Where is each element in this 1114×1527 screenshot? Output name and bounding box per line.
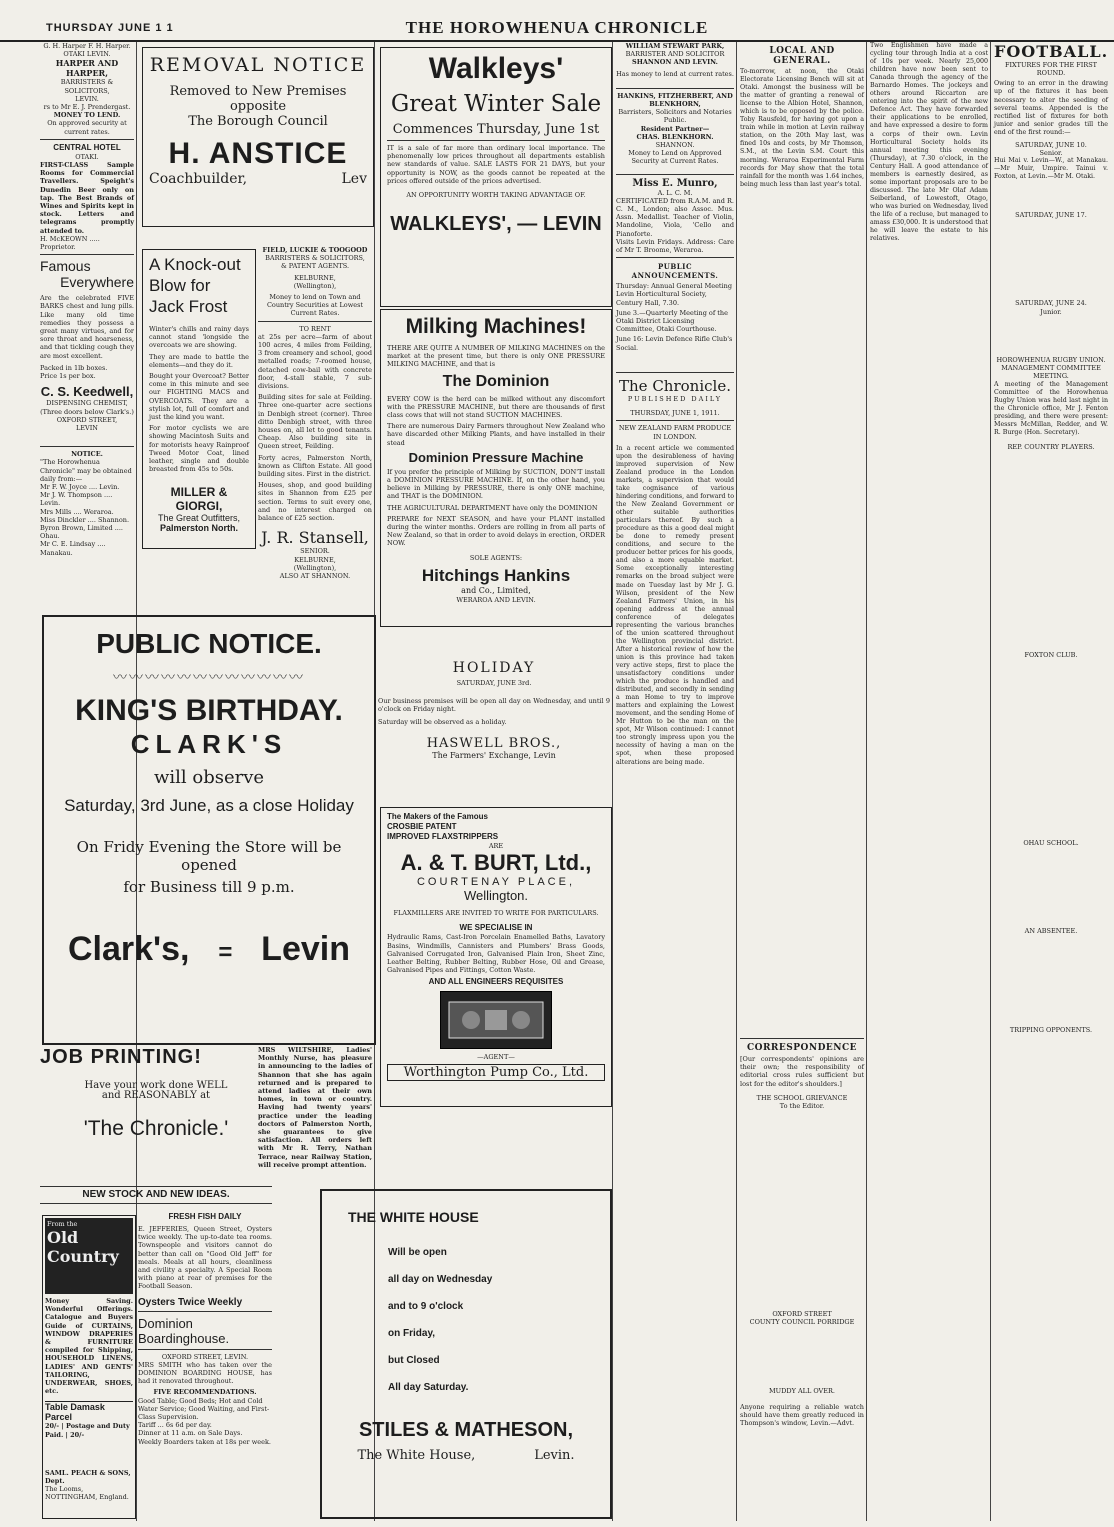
field-tolet: TO RENT [299,324,331,333]
wh-l4: on Friday, [388,1328,436,1339]
famous-street: OXFORD STREET, [56,415,118,424]
corr-to: To the Editor. [779,1102,825,1111]
holiday-ad [378,660,610,790]
wh-title: THE WHITE HOUSE [348,1209,479,1225]
removal-role-row [149,171,367,187]
pn-saturday: Saturday, 3rd June, as a close Holiday [64,796,354,815]
old-country-banner [45,1218,133,1294]
job-name: 'The Chronicle.' [83,1117,229,1140]
public-notice-ad [42,615,376,1045]
pa-title: PUBLIC ANNOUNCEMENTS. [631,262,719,281]
football-junior: Junior. [1040,307,1062,316]
milking-name2: Dominion Pressure Machine [408,449,584,465]
walkleys-title: Walkleys' [428,52,564,85]
walkleys-commence: Commences Thursday, June 1st [392,122,600,137]
pump-illustration [441,992,551,1048]
harper-town: LEVIN. [75,94,99,103]
masthead-date: THURSDAY JUNE 1 1 [46,22,174,34]
removal-name: H. ANSTICE [168,137,348,170]
chronicle-sub: PUBLISHED DAILY [627,394,723,403]
walkleys-opp: AN OPPORTUNITY WORTH TAKING ADVANTAGE OF. [406,191,586,200]
column-8 [994,42,1108,1521]
harper-ad [40,42,134,136]
wh-town: Levin. [534,1448,575,1463]
field-body3: Forty acres, Palmerston North, known as Clifton Estate. All good building sites. First in the district. [258,453,372,479]
oc-parcel: Table Damask Parcel [45,1401,133,1422]
fish-tariff: Tariff ... 6s 6d per day. [138,1421,212,1430]
fish-rec: FIVE RECOMMENDATIONS. [153,1388,257,1397]
removal-title: REMOVAL NOTICE [149,54,367,76]
hotel-town: OTAKI. [75,152,99,161]
notice-agent: Mr F. W. Joyce .... Levin. [40,482,120,491]
hankins-role: Barristers, Solicitors and Notaries Public. [618,108,732,125]
munro-ad [616,178,734,255]
pump-image [440,991,552,1049]
crosbie-l2: CROSBIE PATENT [387,822,457,831]
wh-sub-row [328,1448,604,1463]
knockout-line3: Jack Frost [149,297,228,316]
fresh-fish-ad [138,1212,272,1516]
corr-muddy: MUDDY ALL OVER. [769,1386,835,1395]
park-role: BARRISTER AND SOLICITOR [625,50,725,59]
football-rugby: HOROWHENUA RUGBY UNION. [996,355,1106,364]
stansell-city: (Wellington), [293,563,337,572]
milking-town: WERAROA AND LEVIN. [456,595,536,604]
removal-notice-ad [142,47,374,227]
famous-title: Famous [40,258,91,275]
crosbie-ad [380,807,612,1107]
removal-line2: opposite [229,99,287,114]
corr-note: [Our correspondents' opinions are their own; the responsibility of editorial cross rules sufficient but lost for the editor's shoulders.] [740,1055,864,1088]
notice-title: NOTICE. [71,450,103,459]
knockout-town: Palmerston North. [159,523,238,534]
munro-body: CERTIFICATED from R.A.M. and R. C. M., London; also Assoc. Mus. Assn. Medallist. Teacher of Violin, Mandoline, Viola, 'Cello and Pianoforte. [616,196,734,238]
crosbie-note: FLAXMILLERS ARE INVITED TO WRITE FOR PARTICULARS. [393,909,599,918]
harper-firm: HARPER AND HARPER, [55,58,119,79]
job-printing-ad [40,1046,272,1176]
stansell-addr: KELBURNE, [294,555,336,564]
field-luckie-ad [258,246,372,580]
col7-body: Two Englishmen have made a cycling tour through India at a cost of 10s per week. Nearly 25,000 children have now been sent to Canada through the agency of the Barnardo Homes. The jockeys and others around Riccarton are entering into the spirit of the new Defence Act. They have forwarded their applications to be enrolled, and have expressed a desire to form a corps of their own. Levin Horticultural Society holds its annual meeting this evening (Thursday), at 7.30 o'clock, in the Century Hall. A good attendance of members is earnestly desired, as some important proposals are to be discussed. The late Mr Olaf Adam Seiberland, of Lowestoft, Otago, who was buried on Wednesday, lived the life of a recluse, but managed to amass £30,000. It is understood that he will leave the estate to his relatives. [870,42,988,243]
wiltshire-ad [258,1046,372,1182]
park-money: Has money to lend at current rates. [616,69,734,78]
holiday-sub: The Farmers' Exchange, Levin [432,750,556,760]
harper-names: G. H. Harper F. H. Harper. [43,42,131,50]
fish-dominion: Dominion [138,1315,193,1331]
new-stock-title: NEW STOCK AND NEW IDEAS. [82,1189,230,1200]
job-l1: Have your work done WELL [84,1080,228,1091]
knockout-b2: They are made to battle the elements—and they do it. [149,352,249,369]
nz-title: NEW ZEALAND FARM PRODUCE IN LONDON. [618,424,732,441]
football-body: A meeting of the Management Committee of the Horowhenua Rugby Union was held last night in the Chronicle office, Mr J. Fenton presiding, and there were present: Messrs McMillan, Redder, and W. R. Burge (Hon. Secretary). [994,380,1108,436]
fish-board: Boardinghouse. [138,1330,230,1346]
hankins-res: Resident Partner— [640,124,710,133]
knockout-ad [142,249,256,549]
crosbie-spec: WE SPECIALISE IN [459,923,533,933]
wiltshire-body: MRS WILTSHIRE, Ladies' Monthly Nurse, has pleasure in announcing to the ladies of Shannon that she has again returned and is prepared to attend ladies at their own homes, in town or country. Having had twenty years' practice under the leading doctors of Palmerston North, she guarantees to give satisfaction. All orders left with Mr R. Terry, Nathan Terrace, near Railway Station, will receive prompt attention. [258,1046,372,1169]
harper-place: OTAKI LEVIN. [63,50,111,59]
football-senior: Senior. [1039,148,1063,157]
wh-l3: and to 9 o'clock [388,1301,464,1312]
column-rule [736,42,737,1521]
field-city: (Wellington), [293,281,337,290]
pa-item: June 16: Levin Defence Rifle Club's Social. [616,335,733,352]
fish-body2: MRS SMITH who has taken over the DOMINION BOARDING HOUSE, has had it renovated throughout. [138,1360,272,1386]
local-body: To-morrow, at noon, the Otaki Electorate Licensing Bench will sit at Otaki. Amongst the business will be the matter of granting a renewal of license to the Albion Hotel, Shannon, which is to be opposed by the police. Toby Rausfeld, for having got upon a train while in motion at Levin railway station, on the 20th May last, was fined 10s and costs, by Mr Thomson, S.M., at the Levin S.M. Court this morning. Weraroa Experimental Farm records for May show that the total rainfall for the month was 1.64 inches, being much less than last year's total. [740,68,864,188]
famous-ad [40,258,134,432]
corr-title: CORRESPONDENCE [746,1043,858,1053]
chronicle-date: THURSDAY, JUNE 1, 1911. [630,409,720,418]
crosbie-l1: The Makers of the Famous [387,812,488,821]
munro-name: Miss E. Munro, [632,177,718,189]
famous-packed: Packed in 1lb boxes. [40,363,108,372]
notice-agent: Mrs Mills .... Weraroa. [40,507,114,516]
park-towns: SHANNON AND LEVIN. [632,58,718,67]
removal-town: Lev [341,171,367,187]
milking-intro: THERE ARE QUITE A NUMBER OF MILKING MACHINES on the market at the present time, but there is only ONE PRESSURE MILKING MACHINE, and that is [387,344,605,369]
milking-firm2: and Co., Limited, [461,585,531,595]
milking-body2: There are numerous Dairy Farmers throughout New Zealand who have discarded other Milking Plants, and have installed in their stead [387,422,605,447]
oc-body: Money Saving. Wonderful Offerings. Catalogue and Buyers Guide of CURTAINS, WINDOW DRAPERIES & FURNITURE compiled for Shipping, HOUSEHOLD LINENS, LADIES' AND GENTS' TAILORING, UNDERWEAR, SHOES, etc. [45,1297,133,1396]
holiday-body: Our business premises will be open all day on Wednesday, and until 9 o'clock on Friday night. [378,697,610,714]
football-g1: Hui Mai v. Levin—W., at Manakau.—Mr Muir, Umpire. Tainui v. Foxton, at Levin.—Mr M. Otaki. [994,157,1108,181]
football-title: FOOTBALL. [994,42,1109,61]
notice-agent: Miss Dinckler .... Shannon. [40,515,130,524]
corr-oxford: OXFORD STREET [772,1310,832,1319]
notice-agent: Byron Brown, Limited .... Ohau. [40,523,123,541]
removal-line3: The Borough Council [188,114,328,129]
famous-addr: (Three doors below Clark's.) [40,407,134,416]
fish-dinner: Dinner at 11 a.m. on Sale Days. [138,1429,243,1438]
crosbie-agent: —AGENT— [477,1053,515,1062]
removal-line1: Removed to New Premises [169,84,347,99]
notice-ad [40,450,134,557]
football-june17: SATURDAY, JUNE 17. [1015,211,1087,220]
knockout-line1: A Knock-out [149,255,241,274]
chronicle-title: The Chronicle. [619,376,731,395]
wh-l6: All day Saturday. [388,1382,469,1393]
stansell-role: SENIOR. [300,547,330,556]
famous-body: Are the celebrated FIVE BARKS chest and lung pills. Like many old time remedies they possess a great many virtues, and for sore throat and hoarseness, and that tickling cough they are most excellent. [40,294,134,360]
fish-oysters: Oysters Twice Weekly [138,1296,243,1308]
removal-role: Coachbuilder, [149,171,248,187]
hankins-money: Money to Lend on Approved Security at Current Rates. [628,149,722,166]
notice-agent: Mr C. E. Lindsay .... Manakau. [40,540,106,557]
field-sub2: & PATENT AGENTS. [280,262,350,271]
fish-title: FRESH FISH DAILY [168,1212,242,1221]
corr-council: COUNTY COUNCIL PORRIDGE [749,1318,855,1327]
public-announcements [616,262,734,352]
harper-note: rs to Mr E. J. Prendergast. [43,103,131,112]
crosbie-city: Wellington. [463,888,529,904]
white-house-ad [320,1189,612,1519]
column-1 [40,42,134,597]
milking-firm: Hitchings Hankins [421,565,571,585]
pn-observe: will observe [153,767,265,788]
hankins-town: SHANNON. [655,141,695,150]
hotel-body: FIRST-CLASS Sample Rooms for Commercial Travellers. Speight's Dunedin Beer only on tap. The Best Brands of Wines and Spirits kept in stock. Letters and telegrams promptly attended to. [40,161,134,235]
stansell-also: ALSO AT SHANNON. [279,571,351,580]
job-title: JOB PRINTING! [40,1046,202,1068]
pn-dash: = [218,939,233,966]
stansell-name: J. R. Stansell, [261,528,369,548]
crosbie-agent2: Worthington Pump Co., Ltd. [387,1064,605,1081]
pa-item: Thursday: Annual General Meeting Levin Horticultural Society, Century Hall, 7.30. [616,282,732,307]
famous-role: DISPENSING CHEMIST, [46,399,128,408]
masthead-title: THE HOROWHENUA CHRONICLE [405,18,709,37]
new-stock-header [40,1186,272,1204]
local-title: LOCAL AND GENERAL. [769,46,835,66]
corr-foot: Anyone requiring a reliable watch should have them greatly reduced in Thompson's window, Levin.—Advt. [740,1402,864,1428]
column-rule [990,42,991,1521]
oc-firmaddr: The Looms, NOTTINGHAM, England. [45,1485,129,1502]
pn-friday: On Fridy Evening the Store will be opened [76,838,342,874]
column-rule [866,42,867,1521]
milking-name: The Dominion [442,372,550,390]
job-l2: and REASONABLY at [101,1090,211,1101]
hotel-proprietor: H. McKEOWN ..... Proprietor. [40,234,100,252]
fish-weekly: Weekly Boarders taken at 18s per week. [138,1437,271,1446]
field-body4: Houses, shop, and good building sites in Shannon from £25 per section. Terms to suit every one, and no interest charged on balance of £25 section. [258,481,372,523]
crosbie-l3: IMPROVED FLAXSTRIPPERS [387,832,499,841]
notice-body: "The Horowhenua Chronicle" may be obtained daily from:— [40,458,132,483]
field-body2: Building sites for sale at Feilding. Three one-quarter acre sections in Denbigh street (corner). Three ditto Denbigh street, with three houses on, all let to good tenants. Cheap. Also building site in Queen street, Feilding. [258,393,372,451]
holiday-title: HOLIDAY [452,660,536,676]
knockout-b4: For motor cyclists we are showing Macintosh Suits and for motorists heavy Rainproof Tweed Motor Coat, lined leather, single and double breasted from 45s to 50s. [149,424,249,474]
field-money: Money to lend on Town and Country Securities at Lowest Current Rates. [266,293,364,318]
hotel-ad [40,143,134,251]
walkleys-ad [380,47,612,307]
holiday-date: SATURDAY, JUNE 3rd. [456,679,532,687]
wh-l5: but Closed [388,1355,440,1366]
pn-footer [68,930,350,969]
harper-profession: BARRISTERS & SOLICITORS, [60,78,114,95]
hankins-partner: CHAS. BLENKHORN. [636,132,714,141]
holiday-firm: HASWELL BROS., [426,735,562,751]
famous-sub: Everywhere [60,274,134,291]
oc-parcel2: 20/- | Postage and Duty Paid. | 20/- [45,1422,130,1439]
football-foxton: FOXTON CLUB. [1024,651,1078,660]
oc-title: Old Country [47,1228,119,1267]
pn-title: PUBLIC NOTICE. [96,628,322,659]
walkleys-footer: WALKLEYS', — LEVIN [390,213,602,236]
hotel-title: CENTRAL HOTEL [53,142,121,152]
crosbie-addr: COURTENAY PLACE, [416,876,576,889]
football-absentee: AN ABSENTEE. [1024,927,1078,936]
football-ohau: OHAU SCHOOL. [1023,839,1079,848]
field-body: at 25s per acre—farm of about 100 acres, 4 miles from Feilding, 3 from creamery and school, good metalled roads; 7-roomed house, detached cow-bail with concrete floor, 4-stall stable, 7 sub-divisions. [258,332,372,391]
nz-body: In a recent article we commented upon the desirableness of having improved supervision of New Zealand produce in the London markets, a supervision that would take cognisance of various hindering conditions, and forward to the New Zealand Government or other suitable authorities particulars thereof. By such a procedure as this a good deal might be done to remedy present conditions, and secure to the producer better prices for his goods, and also a more equable market. Some exceptionally interesting remarks on the broad subject were made on Tuesday last by Mr J. G. Wilson, president of the New Zealand Farmers' Union, in his opening address at the annual conference of delegates representing the various branches of the union scattered throughout the Wellington provincial district. After a historical review of how the union is this province had taken very active steps, first to place the unsatisfactory conditions under which the produce is handled and distributed, and secondly in sending a man Home to try to improve matters and explaining the Lowest movement, and the sending Home of Mr Hutton to be the man on the spot, Mr Wilson continued: I cannot too strongly impress upon you the necessity of having a man on the spot, when these proposed alterations are being made. [616,444,734,766]
football-tripping: TRIPPING OPPONENTS. [1009,1025,1093,1034]
crosbie-firm: A. & T. BURT, Ltd., [400,850,592,876]
knockout-line2: Blow for [149,276,211,295]
field-addr: KELBURNE, [294,273,336,282]
fish-body: E. JEFFERIES, Queen Street, Oysters twice weekly. The up-to-date tea rooms. Townspeople and visitors cannot do better than call on "Good Old Jeff" for meals. Meals at all hours, cleanliness and civility a specialty. A Special Room with piano at rear of premises for the Football Season. [138,1225,272,1291]
pn-kb: KING'S BIRTHDAY. [75,694,343,727]
football-fixtures: FIXTURES FOR THE FIRST ROUND. [1004,61,1098,78]
crosbie-are: ARE [488,842,504,850]
famous-town: LEVIN [75,423,98,432]
famous-name: C. S. Keedwell, [40,384,134,400]
knockout-firm2: The Great Outfitters, [157,513,241,524]
milking-title: Milking Machines! [405,315,587,338]
masthead [0,0,1114,42]
park-ad [616,42,734,78]
milking-body: EVERY COW is the herd can be milked without any discomfort with the PRESSURE MACHINE, but there are thousands of first class cows that will not stand SUCTION MACHINES. [387,394,605,420]
famous-price: Price 1s per box. [40,372,96,381]
milking-body3: If you prefer the principle of Milking by SUCTION, DON'T install a DOMINION PRESSURE MACHINE. If, on the other hand, you believe in Milking by PRESSURE, there is only ONE machine, and THAT is the DOMINION. [387,467,605,501]
oc-from: From the [47,1220,78,1228]
munro-visit: Visits Levin Fridays. Address: Care of Mr T. Broome, Weraroa. [616,237,734,255]
field-title: FIELD, LUCKIE & TOOGOOD [262,246,368,254]
milking-body4: THE AGRICULTURAL DEPARTMENT have only the DOMINION [387,503,598,512]
ornament: 〰〰〰〰〰〰〰〰〰〰〰〰 [113,670,305,686]
milking-body5: PREPARE for NEXT SEASON, and have your PLANT installed during the winter months. Orders are rolling in from all parts of New Zealand, so that in order to avoid delays in erection, ORDER NOW. [387,514,605,548]
column-6 [740,42,864,1521]
wh-sub: The White House, [357,1448,476,1463]
knockout-body: Winter's chills and rainy days cannot stand 'longside the overcoats we are showing. [149,325,249,350]
fish-rec2: Good Table; Good Beds; Hot and Cold Water Service; Good Waiting, and First-Class Supervision. [138,1396,270,1422]
football-june24: SATURDAY, JUNE 24. [1015,299,1087,308]
corr-grievance: THE SCHOOL GRIEVANCE [756,1093,848,1102]
harper-money: MONEY TO LEND. [53,111,121,120]
wh-firm: STILES & MATHESON, [358,1419,574,1441]
pa-item: June 3.—Quarterly Meeting of the Otaki District Licensing Committee, Otaki Courthouse. [616,308,728,334]
column-7 [870,42,988,1521]
wh-l2: all day on Wednesday [388,1274,493,1285]
milking-ad [380,309,612,627]
munro-sub: A. L. C. M. [657,188,693,197]
park-name: WILLIAM STEWART PARK, [625,42,725,50]
knockout-firm: MILLER & GIORGI, [170,485,228,514]
notice-agent: Mr J. W. Thompson .... Levin. [40,491,113,508]
football-intro: Owing to an error in the drawing up of the fixtures it has been necessary to alter the seeding of several teams. Appended is the rectified list of fixtures for both junior and senior grades till the end of the first round:— [994,80,1108,136]
pn-business: for Business till 9 p.m. [123,878,295,896]
football-june10: SATURDAY, JUNE 10. [1015,140,1087,149]
football-mgmt: MANAGEMENT COMMITTEE MEETING. [1001,364,1101,381]
pn-clarks: CLARK'S [130,729,288,759]
hankins-ad [616,92,734,166]
crosbie-engineers: AND ALL ENGINEERS REQUISITES [428,977,564,987]
crosbie-list: Hydraulic Rams, Cast-Iron Porcelain Enamelled Baths, Lavatory Basins, Windmills, Cannisters and Plumbers' Brass Goods, Galvanised Corrugated Iron, Galvanised Plain Iron, Sheet Zinc, Leather Belting, Rubber Belting, Rubber Hose, Oil and Grease, Galvanised Pipes and Fittings, Cotton Waste. [387,933,605,975]
pn-footer-town: Levin [261,930,350,968]
oc-firm: SAML. PEACH & SONS, Dept. [45,1468,131,1486]
column-rule [612,42,613,1521]
pn-footer-name: Clark's, [68,930,190,968]
football-rep: REP. COUNTRY PLAYERS. [1007,442,1095,451]
old-country-ad [42,1215,136,1519]
hankins-name: HANKINS, FITZHERBERT, AND BLENKHORN, [617,91,733,109]
walkleys-sale: Great Winter Sale [390,91,602,117]
wh-l1: Will be open [388,1247,447,1258]
field-sub: BARRISTERS & SOLICITORS, [265,254,365,263]
fish-street: OXFORD STREET, LEVIN. [161,1352,249,1361]
walkleys-body: IT is a sale of far more than ordinary local importance. The phenomenally low prices throughout all departments establish new standards of value. SALE LASTS FOR 21 DAYS, but your opportunity is NOW, as the goods cannot be repeated at the prices offered outside of the prices advertised. [387,144,605,185]
column-5 [616,42,734,1521]
milking-agents: SOLE AGENTS: [469,553,523,562]
holiday-body2: Saturday will be observed as a holiday. [378,717,507,726]
harper-security: On approved security at current rates. [47,119,127,136]
knockout-b3: Bought your Overcoat? Better come in this minute and see our FIGHTING MACS and OVERCOATS. They are a stylish lot, full of comfort and just the kind you want. [149,372,249,422]
